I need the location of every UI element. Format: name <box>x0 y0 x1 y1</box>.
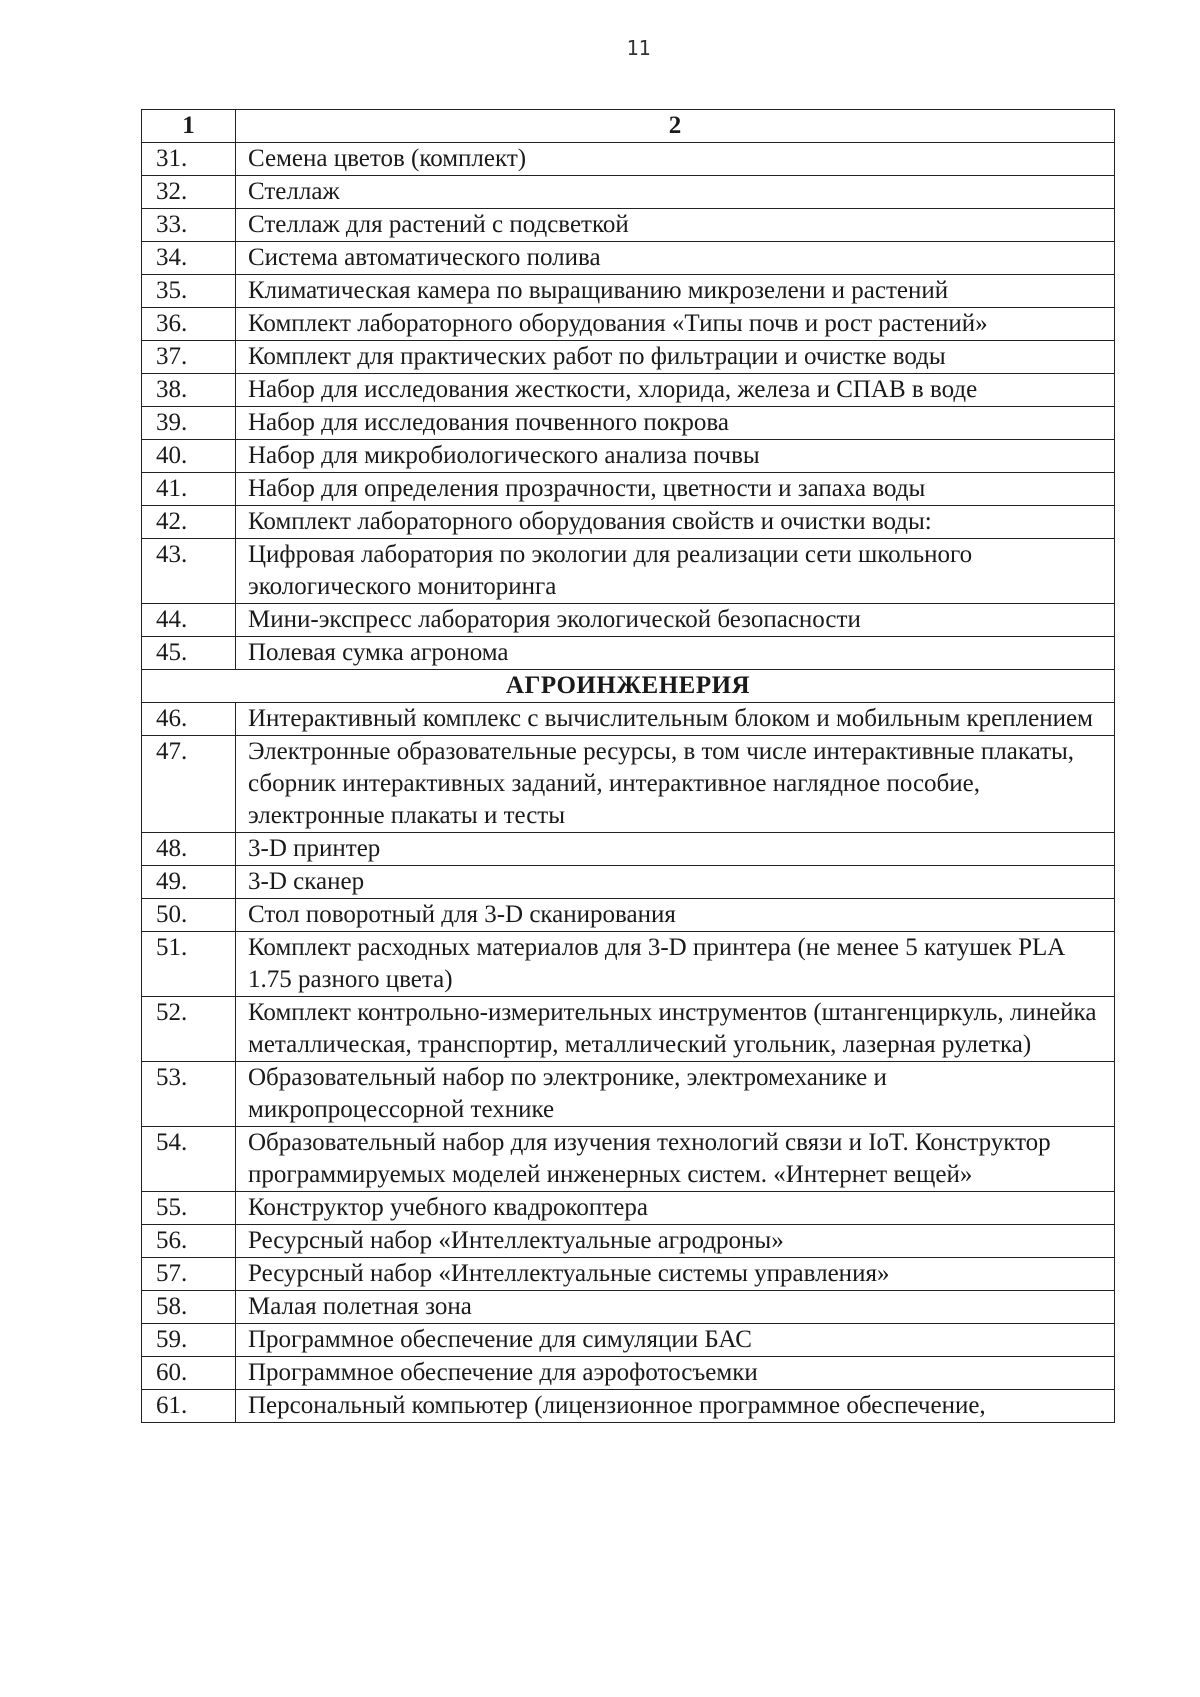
row-item-name: Набор для исследования почвенного покрова <box>236 407 1115 440</box>
table-row <box>142 1127 1115 1192</box>
row-number: 47. <box>142 736 236 833</box>
row-item-name: Стеллаж <box>236 176 1115 209</box>
equipment-table <box>141 109 1115 1423</box>
table-row <box>142 932 1115 997</box>
table-row <box>142 866 1115 899</box>
row-item-name: Программное обеспечение для аэрофотосъемки <box>236 1357 1115 1390</box>
row-item-name: Комплект для практических работ по фильтрации и очистке воды <box>236 341 1115 374</box>
table-row <box>142 1291 1115 1324</box>
row-number: 49. <box>142 866 236 899</box>
table-row <box>142 473 1115 506</box>
row-number: 51. <box>142 932 236 997</box>
row-number: 54. <box>142 1127 236 1192</box>
table-row <box>142 899 1115 932</box>
row-item-name: Комплект расходных материалов для 3-D принтера (не менее 5 катушек PLA 1.75 разного цвета) <box>236 932 1115 997</box>
row-item-name: Стеллаж для растений с подсветкой <box>236 209 1115 242</box>
table-row <box>142 736 1115 833</box>
row-item-name: Образовательный набор для изучения технологий связи и IoT. Конструктор программируемых моделей инженерных систем. «Интернет вещей» <box>236 1127 1115 1192</box>
row-number: 34. <box>142 242 236 275</box>
row-item-name: Цифровая лаборатория по экологии для реализации сети школьного экологического мониторинга <box>236 539 1115 604</box>
row-number: 32. <box>142 176 236 209</box>
row-item-name: Конструктор учебного квадрокоптера <box>236 1192 1115 1225</box>
row-number: 58. <box>142 1291 236 1324</box>
row-number: 37. <box>142 341 236 374</box>
row-item-name: Стол поворотный для 3-D сканирования <box>236 899 1115 932</box>
table-row <box>142 1357 1115 1390</box>
row-item-name: Ресурсный набор «Интеллектуальные системы управления» <box>236 1258 1115 1291</box>
row-number: 48. <box>142 833 236 866</box>
row-item-name: 3-D принтер <box>236 833 1115 866</box>
row-item-name: Набор для исследования жесткости, хлорида, железа и СПАВ в воде <box>236 374 1115 407</box>
table-row <box>142 1324 1115 1357</box>
row-number: 41. <box>142 473 236 506</box>
row-number: 36. <box>142 308 236 341</box>
table-row <box>142 833 1115 866</box>
row-number: 57. <box>142 1258 236 1291</box>
row-number: 59. <box>142 1324 236 1357</box>
row-item-name: Мини-экспресс лаборатория экологической безопасности <box>236 604 1115 637</box>
row-item-name: Набор для определения прозрачности, цветности и запаха воды <box>236 473 1115 506</box>
row-number: 53. <box>142 1062 236 1127</box>
row-number: 44. <box>142 604 236 637</box>
row-item-name: Климатическая камера по выращиванию микрозелени и растений <box>236 275 1115 308</box>
page-number: 11 <box>626 36 651 60</box>
row-number: 39. <box>142 407 236 440</box>
table-row <box>142 143 1115 176</box>
column-header-name: 2 <box>236 110 1115 143</box>
section-header-row <box>142 670 1115 703</box>
row-item-name: Персональный компьютер (лицензионное программное обеспечение, <box>236 1390 1115 1423</box>
table-row <box>142 275 1115 308</box>
row-item-name: Комплект лабораторного оборудования «Типы почв и рост растений» <box>236 308 1115 341</box>
table-row <box>142 407 1115 440</box>
table-row <box>142 1192 1115 1225</box>
row-item-name: Программное обеспечение для симуляции БАС <box>236 1324 1115 1357</box>
row-item-name: Система автоматического полива <box>236 242 1115 275</box>
table-row <box>142 308 1115 341</box>
table-row <box>142 539 1115 604</box>
row-number: 52. <box>142 997 236 1062</box>
table-row <box>142 1390 1115 1423</box>
row-item-name: Интерактивный комплекс с вычислительным блоком и мобильным креплением <box>236 703 1115 736</box>
row-number: 33. <box>142 209 236 242</box>
row-number: 40. <box>142 440 236 473</box>
row-number: 60. <box>142 1357 236 1390</box>
row-item-name: Полевая сумка агронома <box>236 637 1115 670</box>
row-number: 56. <box>142 1225 236 1258</box>
row-item-name: Комплект лабораторного оборудования свойств и очистки воды: <box>236 506 1115 539</box>
column-header-number: 1 <box>142 110 236 143</box>
table-row <box>142 341 1115 374</box>
row-number: 61. <box>142 1390 236 1423</box>
row-number: 35. <box>142 275 236 308</box>
table-row <box>142 209 1115 242</box>
row-item-name: 3-D сканер <box>236 866 1115 899</box>
table-row <box>142 703 1115 736</box>
row-item-name: Малая полетная зона <box>236 1291 1115 1324</box>
table-row <box>142 997 1115 1062</box>
table-row <box>142 1225 1115 1258</box>
row-item-name: Набор для микробиологического анализа почвы <box>236 440 1115 473</box>
section-title: АГРОИНЖЕНЕРИЯ <box>142 670 1115 703</box>
table-row <box>142 440 1115 473</box>
row-number: 46. <box>142 703 236 736</box>
row-item-name: Электронные образовательные ресурсы, в том числе интерактивные плакаты, сборник интерактивных заданий, интерактивное наглядное пособие, электронные плакаты и тесты <box>236 736 1115 833</box>
row-item-name: Ресурсный набор «Интеллектуальные агродроны» <box>236 1225 1115 1258</box>
row-item-name: Комплект контрольно-измерительных инструментов (штангенциркуль, линейка металлическая, транспортир, металлический угольник, лазерная рулетка) <box>236 997 1115 1062</box>
row-number: 43. <box>142 539 236 604</box>
table-body <box>142 143 1115 1423</box>
table-row <box>142 604 1115 637</box>
row-number: 31. <box>142 143 236 176</box>
row-number: 55. <box>142 1192 236 1225</box>
table-row <box>142 176 1115 209</box>
table-row <box>142 242 1115 275</box>
row-number: 50. <box>142 899 236 932</box>
table-row <box>142 374 1115 407</box>
row-item-name: Образовательный набор по электронике, электромеханике и микропроцессорной технике <box>236 1062 1115 1127</box>
row-number: 38. <box>142 374 236 407</box>
row-number: 45. <box>142 637 236 670</box>
row-number: 42. <box>142 506 236 539</box>
row-item-name: Семена цветов (комплект) <box>236 143 1115 176</box>
table-header-row <box>142 110 1115 143</box>
table-row <box>142 1258 1115 1291</box>
table-row <box>142 506 1115 539</box>
table-row <box>142 1062 1115 1127</box>
table-row <box>142 637 1115 670</box>
